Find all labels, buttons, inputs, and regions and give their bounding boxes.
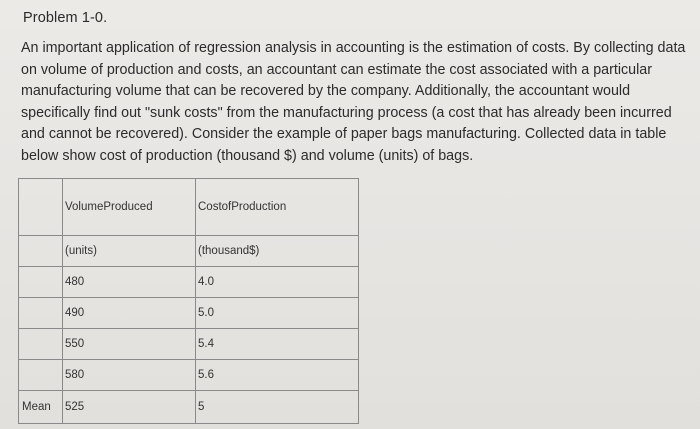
volume-cell: 480 <box>63 267 196 298</box>
header-volume-units: (units) <box>63 236 196 267</box>
table-header-row <box>19 179 359 236</box>
problem-paragraph: An important application of regression analysis in accounting is the estimation of costs. By collecting data on volume of production and costs, an accountant can estimate the cost associated with a particular manufacturing volume that can be recovered by the company. Additionally, the accountant would specifically find out "sunk costs" from the manufacturing process (a cost that has already been incurred and cannot be recovered). Consider the example of paper bags manufacturing. Collected data in table below show cost of production (thousand $) and volume (units) of bags. <box>21 40 686 164</box>
header-cost: CostofProduction <box>196 179 359 236</box>
table-units-row <box>19 236 359 267</box>
row-label <box>19 298 63 329</box>
table-row <box>19 329 359 360</box>
row-label <box>19 267 63 298</box>
row-label <box>19 360 63 391</box>
mean-label: Mean <box>19 391 63 424</box>
header-cost-units: (thousand$) <box>196 236 359 267</box>
volume-cell: 580 <box>63 360 196 391</box>
volume-cell: 490 <box>63 298 196 329</box>
cost-cell: 4.0 <box>196 267 359 298</box>
cost-cell: 5.4 <box>196 329 359 360</box>
table-row <box>19 360 359 391</box>
table-cell-empty <box>19 236 63 267</box>
table-cell-empty <box>19 179 63 236</box>
table-row-mean <box>19 391 359 424</box>
mean-volume-cell: 525 <box>63 391 196 424</box>
data-table <box>18 178 359 424</box>
cost-cell: 5.0 <box>196 298 359 329</box>
cost-cell: 5.6 <box>196 360 359 391</box>
row-label <box>19 329 63 360</box>
problem-title: Problem 1-0. <box>23 10 108 26</box>
table-row <box>19 298 359 329</box>
mean-cost-cell: 5 <box>196 391 359 424</box>
volume-cell: 550 <box>63 329 196 360</box>
header-volume: VolumeProduced <box>63 179 196 236</box>
table-row <box>19 267 359 298</box>
